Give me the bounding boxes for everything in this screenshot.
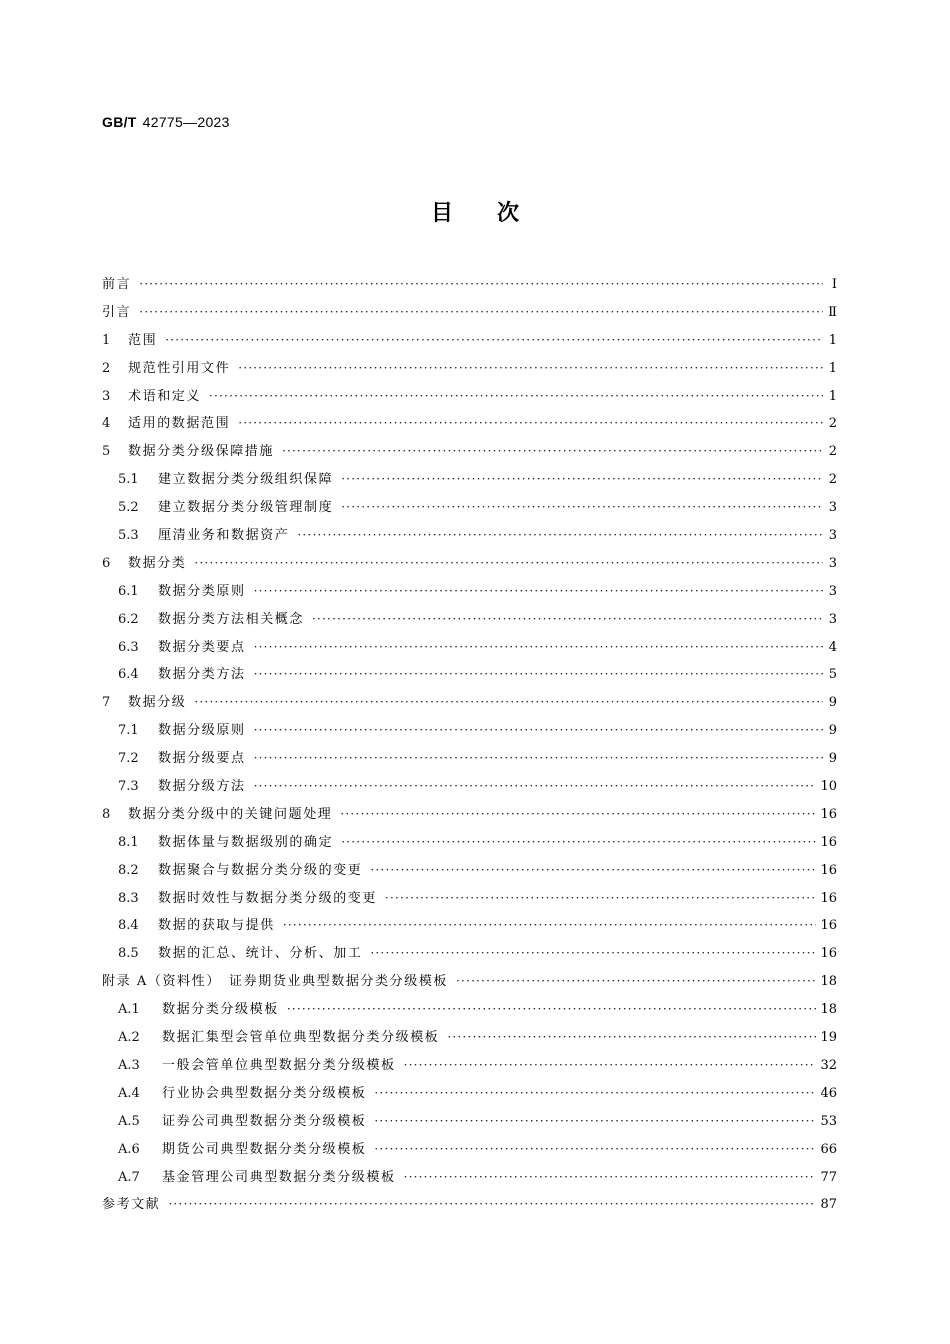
toc-entry-title: 数据分类分级保障措施: [128, 444, 275, 460]
toc-dot-leader: [238, 355, 823, 383]
toc-entry-number: 5.1: [118, 472, 139, 488]
toc-dot-leader: [456, 968, 816, 996]
toc-entry-title: 附录 A（资料性） 证券期货业典型数据分类分级模板: [102, 974, 449, 990]
toc-entry-title: 厘清业务和数据资产: [158, 528, 290, 544]
toc-entry-page: 10: [820, 779, 837, 795]
toc-entry-page: 3: [828, 583, 837, 599]
toc-entry-title: 范围: [128, 332, 158, 348]
toc-entry[interactable]: [102, 857, 837, 885]
toc-dot-leader: [374, 1108, 816, 1136]
toc-entry-title: 前言: [102, 277, 132, 292]
toc-entry-title: 引言: [102, 304, 132, 320]
toc-dot-leader: [254, 717, 823, 745]
toc-entry-number: 8.1: [118, 834, 139, 850]
toc-entry-title: 数据分类原则: [158, 583, 246, 599]
toc-entry[interactable]: [102, 466, 837, 494]
toc-entry-title: 期货公司典型数据分类分级模板: [162, 1141, 367, 1157]
toc-entry-title: 数据分级方法: [158, 779, 246, 795]
toc-entry-page: 16: [820, 946, 837, 962]
toc-entry[interactable]: [102, 661, 837, 689]
toc-entry-title: 数据的汇总、统计、分析、加工: [158, 946, 363, 962]
toc-entry-page: 1: [828, 332, 837, 348]
toc-entry[interactable]: [102, 383, 837, 411]
toc-entry[interactable]: [102, 327, 837, 355]
toc-entry[interactable]: [102, 494, 837, 522]
toc-dot-leader: [312, 606, 823, 634]
toc-dot-leader: [370, 940, 816, 968]
toc-dot-leader: [254, 661, 823, 689]
toc-entry-title: 数据的获取与提供: [158, 918, 275, 934]
toc-entry-number: A.6: [118, 1141, 140, 1157]
toc-entry-page: 16: [820, 806, 837, 822]
toc-entry-page: 9: [828, 751, 837, 767]
toc-entry-number: 7.3: [118, 779, 139, 795]
toc-entry[interactable]: [102, 299, 837, 327]
toc-entry-page: 16: [820, 862, 837, 878]
toc-entry-page: 77: [820, 1169, 837, 1185]
toc-entry-number: 8.2: [118, 862, 139, 878]
standard-number: 42775—2023: [142, 114, 230, 130]
toc-entry[interactable]: [102, 689, 837, 717]
toc-entry-title: 数据分类方法: [158, 667, 246, 683]
toc-entry-page: 87: [820, 1197, 837, 1213]
toc-entry[interactable]: [102, 522, 837, 550]
toc-entry-number: 2: [102, 360, 111, 376]
toc-dot-leader: [447, 1024, 816, 1052]
toc-entry[interactable]: [102, 912, 837, 940]
toc-entry-number: A.1: [118, 1002, 140, 1018]
toc-dot-leader: [297, 522, 823, 550]
toc-dot-leader: [282, 438, 823, 466]
toc-entry-title: 术语和定义: [128, 388, 202, 404]
toc-entry[interactable]: [102, 1164, 837, 1192]
toc-entry[interactable]: [102, 745, 837, 773]
toc-entry[interactable]: [102, 634, 837, 662]
table-of-contents: [102, 271, 837, 1219]
toc-dot-leader: [254, 634, 823, 662]
toc-entry-page: Ⅱ: [828, 304, 837, 320]
toc-dot-leader: [139, 271, 823, 299]
toc-entry-title: 数据分级原则: [158, 723, 246, 739]
toc-entry-page: 3: [828, 611, 837, 627]
toc-entry-page: 3: [828, 528, 837, 544]
toc-dot-leader: [139, 299, 823, 327]
toc-entry-number: 7.1: [118, 723, 139, 739]
toc-entry-page: 46: [820, 1085, 837, 1101]
toc-dot-leader: [341, 494, 823, 522]
toc-entry-title: 一般会管单位典型数据分类分级模板: [162, 1057, 396, 1073]
toc-entry-page: 2: [828, 416, 837, 432]
toc-entry-title: 数据分类分级中的关键问题处理: [128, 806, 333, 822]
toc-entry[interactable]: [102, 1136, 837, 1164]
toc-entry-title: 建立数据分类分级组织保障: [158, 472, 334, 488]
toc-entry-page: 16: [820, 918, 837, 934]
toc-entry-number: 3: [102, 388, 111, 404]
toc-entry[interactable]: [102, 1024, 837, 1052]
toc-entry-number: 5.3: [118, 528, 139, 544]
toc-entry-number: 6.4: [118, 667, 139, 683]
toc-entry-page: 4: [828, 639, 837, 655]
toc-dot-leader: [385, 885, 816, 913]
toc-entry[interactable]: [102, 940, 837, 968]
toc-entry-number: 5: [102, 444, 111, 460]
toc-entry-title: 数据分类: [128, 555, 187, 571]
toc-dot-leader: [254, 773, 817, 801]
toc-dot-leader: [168, 1191, 816, 1219]
toc-entry[interactable]: [102, 1080, 837, 1108]
toc-entry-number: 7: [102, 695, 111, 711]
toc-entry-number: A.3: [118, 1057, 140, 1073]
toc-entry-title: 数据时效性与数据分类分级的变更: [158, 890, 378, 906]
toc-entry-title: 数据分类方法相关概念: [158, 611, 305, 627]
toc-entry-page: 66: [820, 1141, 837, 1157]
toc-entry-page: 53: [820, 1113, 837, 1129]
toc-entry-page: 18: [820, 1002, 837, 1018]
toc-entry[interactable]: [102, 885, 837, 913]
toc-entry[interactable]: [102, 773, 837, 801]
toc-dot-leader: [209, 383, 823, 411]
toc-entry-title: 建立数据分类分级管理制度: [158, 500, 334, 516]
toc-dot-leader: [374, 1080, 816, 1108]
toc-entry[interactable]: [102, 996, 837, 1024]
toc-entry-page: 19: [820, 1030, 837, 1046]
toc-entry[interactable]: [102, 606, 837, 634]
toc-entry-page: 9: [828, 695, 837, 711]
toc-entry-number: 8.3: [118, 890, 139, 906]
toc-entry-number: A.7: [118, 1169, 140, 1185]
toc-entry[interactable]: [102, 801, 837, 829]
toc-dot-leader: [370, 857, 816, 885]
toc-entry-number: 7.2: [118, 751, 139, 767]
toc-dot-leader: [404, 1052, 817, 1080]
toc-dot-leader: [165, 327, 823, 355]
toc-entry[interactable]: [102, 438, 837, 466]
toc-entry-page: Ⅰ: [831, 277, 837, 292]
toc-dot-leader: [340, 801, 816, 829]
toc-entry-page: 3: [828, 555, 837, 571]
toc-entry[interactable]: [102, 355, 837, 383]
toc-entry-title: 数据分级要点: [158, 751, 246, 767]
toc-entry-title: 数据分级: [128, 695, 187, 711]
toc-entry-page: 5: [828, 667, 837, 683]
toc-entry-title: 数据聚合与数据分类分级的变更: [158, 862, 363, 878]
toc-entry-number: 6.3: [118, 639, 139, 655]
toc-entry[interactable]: [102, 968, 837, 996]
toc-entry-page: 32: [820, 1057, 837, 1073]
toc-entry-number: A.2: [118, 1030, 140, 1046]
toc-entry[interactable]: [102, 550, 837, 578]
toc-dot-leader: [341, 829, 816, 857]
toc-entry-page: 1: [828, 360, 837, 376]
standard-prefix: GB/T: [102, 114, 137, 130]
toc-entry-title: 数据汇集型会管单位典型数据分类分级模板: [162, 1030, 440, 1046]
toc-entry-page: 2: [828, 472, 837, 488]
toc-entry-number: 8: [102, 806, 111, 822]
toc-entry[interactable]: [102, 717, 837, 745]
toc-entry-title: 数据分类分级模板: [162, 1002, 279, 1018]
toc-entry[interactable]: [102, 410, 837, 438]
toc-entry[interactable]: [102, 1191, 837, 1219]
toc-entry-title: 数据分类要点: [158, 639, 246, 655]
toc-entry-page: 16: [820, 834, 837, 850]
toc-entry-page: 9: [828, 723, 837, 739]
page-title: 目次: [430, 201, 563, 226]
toc-dot-leader: [238, 410, 823, 438]
toc-entry-title: 基金管理公司典型数据分类分级模板: [162, 1169, 396, 1185]
toc-entry-number: A.4: [118, 1085, 140, 1101]
toc-entry[interactable]: [102, 271, 837, 299]
toc-entry[interactable]: [102, 829, 837, 857]
toc-dot-leader: [254, 745, 823, 773]
toc-entry-number: 1: [102, 332, 111, 348]
toc-entry[interactable]: [102, 1052, 837, 1080]
toc-entry-title: 规范性引用文件: [128, 360, 231, 376]
toc-entry-number: 5.2: [118, 500, 139, 516]
toc-entry-page: 18: [820, 974, 837, 990]
toc-entry-number: 6.2: [118, 611, 139, 627]
toc-dot-leader: [283, 912, 817, 940]
toc-entry-number: 4: [102, 416, 111, 432]
toc-dot-leader: [341, 466, 823, 494]
toc-entry-title: 参考文献: [102, 1197, 161, 1213]
toc-dot-leader: [404, 1164, 817, 1192]
toc-entry-number: 8.4: [118, 918, 139, 934]
toc-entry-title: 行业协会典型数据分类分级模板: [162, 1085, 367, 1101]
toc-dot-leader: [254, 578, 823, 606]
toc-entry-number: A.5: [118, 1113, 140, 1129]
standard-code: [102, 114, 230, 130]
toc-dot-leader: [287, 996, 817, 1024]
toc-entry-title: 适用的数据范围: [128, 416, 231, 432]
toc-entry[interactable]: [102, 578, 837, 606]
toc-entry-number: 6: [102, 555, 111, 571]
toc-entry[interactable]: [102, 1108, 837, 1136]
toc-entry-title: 数据体量与数据级别的确定: [158, 834, 334, 850]
toc-entry-number: 6.1: [118, 583, 139, 599]
toc-entry-page: 2: [828, 444, 837, 460]
toc-entry-page: 16: [820, 890, 837, 906]
toc-entry-title: 证券公司典型数据分类分级模板: [162, 1113, 367, 1129]
toc-dot-leader: [374, 1136, 816, 1164]
toc-entry-number: 8.5: [118, 946, 139, 962]
toc-entry-page: 1: [828, 388, 837, 404]
toc-dot-leader: [194, 550, 823, 578]
toc-dot-leader: [194, 689, 823, 717]
toc-entry-page: 3: [828, 500, 837, 516]
